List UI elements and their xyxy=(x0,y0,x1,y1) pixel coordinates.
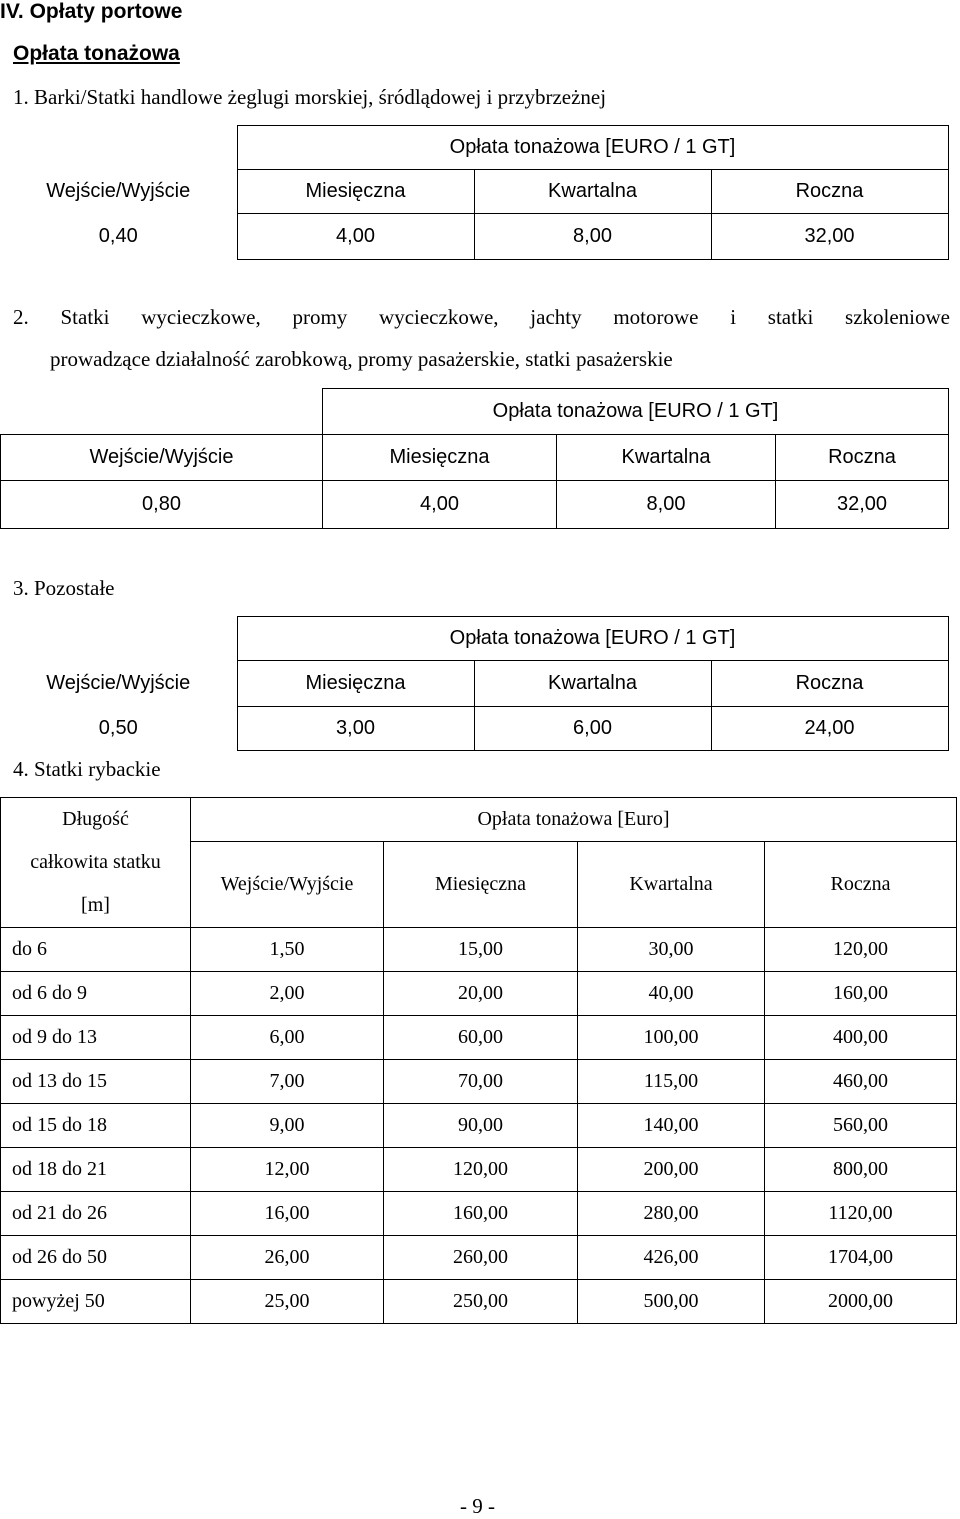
header-cell: Kwartalna xyxy=(474,170,711,214)
fee-cell: 30,00 xyxy=(578,928,765,972)
fee-cell: 160,00 xyxy=(765,972,957,1016)
length-header-line: Długość xyxy=(62,808,129,830)
length-range-cell: od 9 do 13 xyxy=(1,1016,191,1060)
fee-cell: 200,00 xyxy=(578,1148,765,1192)
table-caption: Opłata tonażowa [EURO / 1 GT] xyxy=(237,617,948,661)
table-caption: Opłata tonażowa [EURO / 1 GT] xyxy=(237,126,948,170)
value-cell: 3,00 xyxy=(237,707,474,751)
fee-cell: 9,00 xyxy=(191,1104,384,1148)
fee-cell: 160,00 xyxy=(384,1192,578,1236)
table-row xyxy=(1,1236,957,1280)
table-row xyxy=(1,972,957,1016)
fee-cell: 2000,00 xyxy=(765,1280,957,1324)
tonnage-table-1 xyxy=(0,125,949,260)
value-cell: 24,00 xyxy=(711,707,948,751)
fee-cell: 60,00 xyxy=(384,1016,578,1060)
section2-title-line2: prowadzące działalność zarobkową, promy pasażerskie, statki pasażerskie xyxy=(50,347,673,371)
fee-cell: 500,00 xyxy=(578,1280,765,1324)
fee-cell: 20,00 xyxy=(384,972,578,1016)
header-cell: Wejście/Wyjście xyxy=(191,842,384,928)
fee-cell: 70,00 xyxy=(384,1060,578,1104)
length-range-cell: od 21 do 26 xyxy=(1,1192,191,1236)
subheading: Opłata tonażowa xyxy=(13,42,180,65)
fee-cell: 426,00 xyxy=(578,1236,765,1280)
value-cell: 4,00 xyxy=(237,214,474,260)
header-cell: Kwartalna xyxy=(474,661,711,707)
fee-cell: 1120,00 xyxy=(765,1192,957,1236)
header-cell: Miesięczna xyxy=(323,435,557,481)
fee-cell: 1,50 xyxy=(191,928,384,972)
section4-title: 4. Statki rybackie xyxy=(13,757,161,781)
header-cell: Roczna xyxy=(765,842,957,928)
fee-cell: 25,00 xyxy=(191,1280,384,1324)
fishing-vessels-table xyxy=(0,797,957,1324)
table-row xyxy=(1,928,957,972)
value-cell: 6,00 xyxy=(474,707,711,751)
length-header-line: całkowita statku xyxy=(30,851,161,873)
header-cell: Kwartalna xyxy=(557,435,776,481)
length-range-cell: od 18 do 21 xyxy=(1,1148,191,1192)
value-cell: 0,40 xyxy=(0,214,237,260)
fee-cell: 460,00 xyxy=(765,1060,957,1104)
page-number: - 9 - xyxy=(460,1494,495,1518)
length-range-cell: od 6 do 9 xyxy=(1,972,191,1016)
fee-cell: 26,00 xyxy=(191,1236,384,1280)
tonnage-table-3 xyxy=(0,616,949,751)
header-cell: Miesięczna xyxy=(237,170,474,214)
fee-cell: 260,00 xyxy=(384,1236,578,1280)
header-cell: Roczna xyxy=(711,661,948,707)
length-range-cell: od 15 do 18 xyxy=(1,1104,191,1148)
fee-cell: 7,00 xyxy=(191,1060,384,1104)
fee-cell: 12,00 xyxy=(191,1148,384,1192)
fee-cell: 140,00 xyxy=(578,1104,765,1148)
value-cell: 8,00 xyxy=(474,214,711,260)
table-row xyxy=(1,1060,957,1104)
fee-cell: 16,00 xyxy=(191,1192,384,1236)
value-cell: 4,00 xyxy=(323,481,557,529)
value-cell: 32,00 xyxy=(776,481,949,529)
tonnage-table-2 xyxy=(0,388,949,529)
length-range-cell: od 13 do 15 xyxy=(1,1060,191,1104)
fee-cell: 120,00 xyxy=(765,928,957,972)
value-cell: 8,00 xyxy=(557,481,776,529)
length-range-cell: powyżej 50 xyxy=(1,1280,191,1324)
fee-cell: 40,00 xyxy=(578,972,765,1016)
table-row xyxy=(1,1192,957,1236)
fee-cell: 115,00 xyxy=(578,1060,765,1104)
section1-title: 1. Barki/Statki handlowe żeglugi morskiej, śródlądowej i przybrzeżnej xyxy=(13,85,607,109)
fee-cell: 15,00 xyxy=(384,928,578,972)
fee-cell: 400,00 xyxy=(765,1016,957,1060)
fee-cell: 120,00 xyxy=(384,1148,578,1192)
value-cell: 0,80 xyxy=(1,481,323,529)
table-caption: Opłata tonażowa [EURO / 1 GT] xyxy=(323,389,949,435)
section-heading: IV. Opłaty portowe xyxy=(0,0,183,23)
header-cell: Wejście/Wyjście xyxy=(0,170,237,214)
value-cell: 0,50 xyxy=(0,707,237,751)
header-cell: Miesięczna xyxy=(237,661,474,707)
table-row xyxy=(1,1280,957,1324)
fee-cell: 800,00 xyxy=(765,1148,957,1192)
value-cell: 32,00 xyxy=(711,214,948,260)
fee-cell: 1704,00 xyxy=(765,1236,957,1280)
fee-cell: 560,00 xyxy=(765,1104,957,1148)
table-row xyxy=(1,1148,957,1192)
header-cell: Roczna xyxy=(711,170,948,214)
length-header-line: [m] xyxy=(81,894,110,916)
fee-cell: 2,00 xyxy=(191,972,384,1016)
table-row xyxy=(1,1016,957,1060)
header-cell: Wejście/Wyjście xyxy=(1,435,323,481)
table-row xyxy=(1,1104,957,1148)
header-cell: Wejście/Wyjście xyxy=(0,661,237,707)
length-range-cell: od 26 do 50 xyxy=(1,1236,191,1280)
header-cell: Miesięczna xyxy=(384,842,578,928)
fee-cell: 100,00 xyxy=(578,1016,765,1060)
fee-cell: 280,00 xyxy=(578,1192,765,1236)
section2-title-line1: 2. Statki wycieczkowe, promy wycieczkowe, jachty motorowe i statki szkoleniowe xyxy=(13,305,950,329)
length-range-cell: do 6 xyxy=(1,928,191,972)
fee-cell: 90,00 xyxy=(384,1104,578,1148)
fee-cell: 6,00 xyxy=(191,1016,384,1060)
header-cell: Roczna xyxy=(776,435,949,481)
fee-cell: 250,00 xyxy=(384,1280,578,1324)
length-header xyxy=(1,798,191,928)
section3-title: 3. Pozostałe xyxy=(13,576,115,600)
table-caption: Opłata tonażowa [Euro] xyxy=(191,798,957,842)
header-cell: Kwartalna xyxy=(578,842,765,928)
